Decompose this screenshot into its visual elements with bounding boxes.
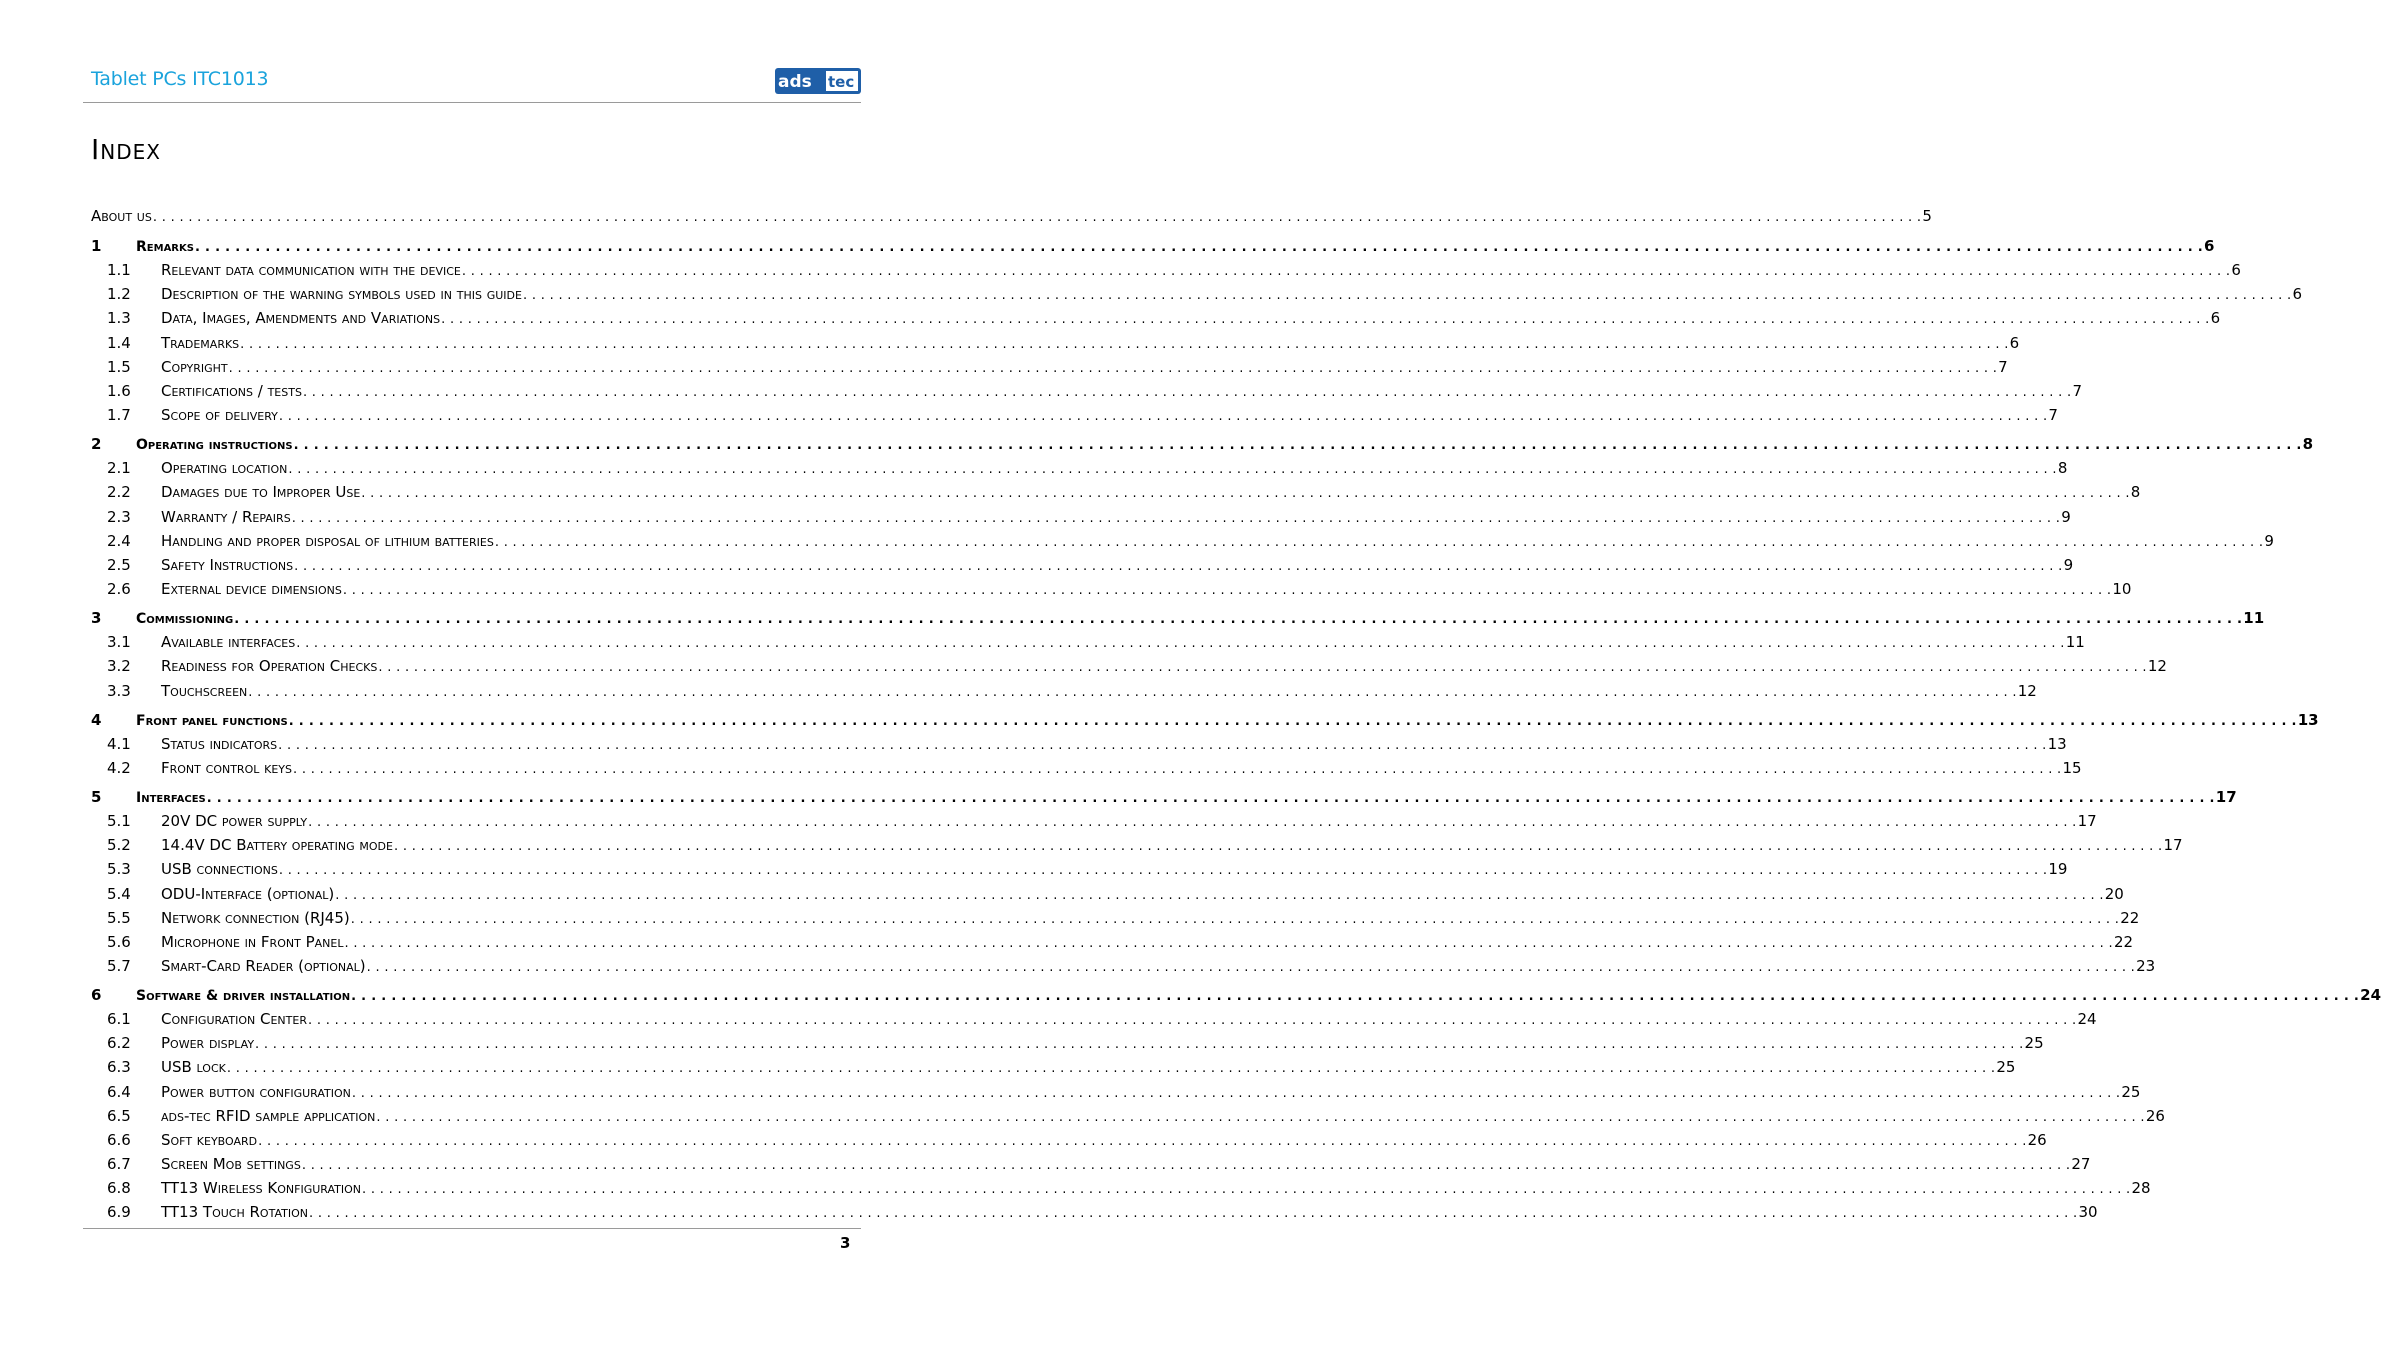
toc-entry[interactable]: [0, 733, 2067, 755]
toc-entry-line: [161, 810, 2097, 834]
toc-entry-line: [161, 506, 2071, 530]
toc-entry-page: 9: [2061, 508, 2071, 526]
toc-dot-leader: . . . . . . . . . . . . . . . . . . . . . . . . . . . . . . . . . . . . . . . . . . . . . . . . . . . . . . . . . . . . . . . . . . . . . . . . . . . . . . . . . . . . . . . . . . . . . . . . . . . . . . . . . . . . . . . . . . . . . . . . . . . . . . . . . . . . . . . . . . . . . . . . . . . . . . . . . . . . . . . . . . . . . . . . . . . . . . . . . . . . . . . . . . . . . . . . . . . . . . . .: [293, 438, 2302, 453]
toc-entry-number: 5.7: [107, 957, 131, 975]
toc-entry-page: 15: [2062, 759, 2082, 777]
toc-entry-title: Data, Images, Amendments and Variations: [161, 309, 441, 327]
page-number: 3: [840, 1234, 851, 1252]
toc-entry-title: About us: [91, 207, 152, 225]
toc-entry-line: [161, 457, 2068, 481]
toc-entry[interactable]: [0, 481, 2141, 503]
toc-entry-title: Readiness for Operation Checks: [161, 657, 378, 675]
toc-entry-title: Microphone in Front Panel: [161, 933, 344, 951]
toc-entry-number: 2.4: [107, 532, 131, 550]
toc-entry[interactable]: [0, 1008, 2097, 1030]
toc-entry[interactable]: [0, 655, 2167, 677]
toc-entry-title: Copyright: [161, 358, 228, 376]
toc-entry-title: Front panel functions: [136, 713, 288, 729]
toc-dot-leader: . . . . . . . . . . . . . . . . . . . . . . . . . . . . . . . . . . . . . . . . . . . . . . . . . . . . . . . . . . . . . . . . . . . . . . . . . . . . . . . . . . . . . . . . . . . . . . . . . . . . . . . . . . . . . . . . . . . . . . . . . . . . . . . . . . . . . . . . . . . . . . . . . . . . . . . . . . . . . . . . . . . . . . . . . . . . . . . . . . . . . . . . . . . . . . . . . . . . . . . .: [302, 385, 2072, 400]
toc-entry-title: Handling and proper disposal of lithium batteries: [161, 532, 494, 550]
toc-entry-page: 13: [2297, 711, 2319, 729]
toc-entry-number: 4.1: [107, 735, 131, 753]
toc-entry[interactable]: [0, 506, 2071, 528]
toc-entry[interactable]: [0, 356, 2008, 378]
toc-entry-line: [161, 757, 2082, 781]
toc-entry-line: [161, 1129, 2047, 1153]
toc-entry-page: 17: [2215, 788, 2237, 806]
toc-entry-line: [161, 1177, 2151, 1201]
toc-entry-page: 6: [2204, 237, 2215, 255]
toc-entry-page: 6: [2009, 334, 2020, 352]
toc-dot-leader: . . . . . . . . . . . . . . . . . . . . . . . . . . . . . . . . . . . . . . . . . . . . . . . . . . . . . . . . . . . . . . . . . . . . . . . . . . . . . . . . . . . . . . . . . . . . . . . . . . . . . . . . . . . . . . . . . . . . . . . . . . . . . . . . . . . . . . . . . . . . . . . . . . . . . . . . . . . . . . . . . . . . . . . . . . . . . . . . . . . . . . . . . . . . . . . . . . . . . . . .: [293, 762, 2062, 777]
footer-rule: [83, 1228, 861, 1229]
toc-dot-leader: . . . . . . . . . . . . . . . . . . . . . . . . . . . . . . . . . . . . . . . . . . . . . . . . . . . . . . . . . . . . . . . . . . . . . . . . . . . . . . . . . . . . . . . . . . . . . . . . . . . . . . . . . . . . . . . . . . . . . . . . . . . . . . . . . . . . . . . . . . . . . . . . . . . . . . . . . . . . . . . . . . . . . . . . . . . . . . . . . . . . . . . . . . . . . . . . . . . . . . . .: [301, 1158, 2071, 1173]
toc-dot-leader: . . . . . . . . . . . . . . . . . . . . . . . . . . . . . . . . . . . . . . . . . . . . . . . . . . . . . . . . . . . . . . . . . . . . . . . . . . . . . . . . . . . . . . . . . . . . . . . . . . . . . . . . . . . . . . . . . . . . . . . . . . . . . . . . . . . . . . . . . . . . . . . . . . . . . . . . . . . . . . . . . . . . . . . . . . . . . . . . . . . . . . . . . . . . . . . . . . . . . . . .: [393, 839, 2163, 854]
toc-entry-number: 1.7: [107, 406, 131, 424]
toc-entry-page: 25: [2121, 1083, 2141, 1101]
toc-entry-number: 6.5: [107, 1107, 131, 1125]
toc-entry-page: 5: [1922, 207, 1932, 225]
toc-dot-leader: . . . . . . . . . . . . . . . . . . . . . . . . . . . . . . . . . . . . . . . . . . . . . . . . . . . . . . . . . . . . . . . . . . . . . . . . . . . . . . . . . . . . . . . . . . . . . . . . . . . . . . . . . . . . . . . . . . . . . . . . . . . . . . . . . . . . . . . . . . . . . . . . . . . . . . . . . . . . . . . . . . . . . . . . . . . . . . . . . . . . . . . . . . . . . . . . . . . . . . . .: [342, 583, 2112, 598]
toc-entry-page: 6: [2292, 285, 2303, 303]
toc-entry-title: External device dimensions: [161, 580, 342, 598]
toc-entry[interactable]: [0, 931, 2134, 953]
toc-entry-page: 7: [1998, 358, 2008, 376]
toc-entry-line: [161, 1153, 2091, 1177]
toc-entry-page: 7: [2048, 406, 2058, 424]
toc-entry-title: Description of the warning symbols used in this guide: [161, 285, 522, 303]
toc-entry-line: [136, 709, 2319, 733]
toc-entry-line: [136, 607, 2265, 631]
toc-entry-line: [161, 907, 2140, 931]
toc-entry-number: 6.6: [107, 1131, 131, 1149]
toc-dot-leader: . . . . . . . . . . . . . . . . . . . . . . . . . . . . . . . . . . . . . . . . . . . . . . . . . . . . . . . . . . . . . . . . . . . . . . . . . . . . . . . . . . . . . . . . . . . . . . . . . . . . . . . . . . . . . . . . . . . . . . . . . . . . . . . . . . . . . . . . . . . . . . . . . . . . . . . . . . . . . . . . . . . . . . . . . . . . . . . . . . . . . . . . . . . . . . . . . . . . . . . .: [378, 660, 2147, 675]
toc-dot-leader: . . . . . . . . . . . . . . . . . . . . . . . . . . . . . . . . . . . . . . . . . . . . . . . . . . . . . . . . . . . . . . . . . . . . . . . . . . . . . . . . . . . . . . . . . . . . . . . . . . . . . . . . . . . . . . . . . . . . . . . . . . . . . . . . . . . . . . . . . . . . . . . . . . . . . . . . . . . . . . . . . . . . . . . . . . . . . . . . . . . . . . . . . . . . . . . . . . . . . . . .: [206, 791, 2215, 806]
toc-entry[interactable]: [0, 1153, 2091, 1175]
toc-entry[interactable]: [0, 307, 2221, 329]
toc-dot-leader: . . . . . . . . . . . . . . . . . . . . . . . . . . . . . . . . . . . . . . . . . . . . . . . . . . . . . . . . . . . . . . . . . . . . . . . . . . . . . . . . . . . . . . . . . . . . . . . . . . . . . . . . . . . . . . . . . . . . . . . . . . . . . . . . . . . . . . . . . . . . . . . . . . . . . . . . . . . . . . . . . . . . . . . . . . . . . . . . . . . . . . . . . . . . . . . . . . . . . . . .: [361, 486, 2130, 501]
toc-entry-line: [161, 1056, 2016, 1080]
toc-dot-leader: . . . . . . . . . . . . . . . . . . . . . . . . . . . . . . . . . . . . . . . . . . . . . . . . . . . . . . . . . . . . . . . . . . . . . . . . . . . . . . . . . . . . . . . . . . . . . . . . . . . . . . . . . . . . . . . . . . . . . . . . . . . . . . . . . . . . . . . . . . . . . . . . . . . . . . . . . . . . . . . . . . . . . . . . . . . . . . . . . . . . . . . . . . . . . . . . . . . . . . . .: [494, 535, 2264, 550]
toc-entry-number: 6.2: [107, 1034, 131, 1052]
toc-dot-leader: . . . . . . . . . . . . . . . . . . . . . . . . . . . . . . . . . . . . . . . . . . . . . . . . . . . . . . . . . . . . . . . . . . . . . . . . . . . . . . . . . . . . . . . . . . . . . . . . . . . . . . . . . . . . . . . . . . . . . . . . . . . . . . . . . . . . . . . . . . . . . . . . . . . . . . . . . . . . . . . . . . . . . . . . . . . . . . . . . . . . . . . . . . . . . . . . . . . . . . . .: [307, 1013, 2077, 1028]
toc-entry[interactable]: [0, 680, 2037, 702]
toc-entry-title: Damages due to Improper Use: [161, 483, 361, 501]
toc-entry-page: 12: [2017, 682, 2037, 700]
toc-entry-page: 23: [2136, 957, 2156, 975]
toc-entry-page: 25: [1996, 1058, 2016, 1076]
toc-dot-leader: . . . . . . . . . . . . . . . . . . . . . . . . . . . . . . . . . . . . . . . . . . . . . . . . . . . . . . . . . . . . . . . . . . . . . . . . . . . . . . . . . . . . . . . . . . . . . . . . . . . . . . . . . . . . . . . . . . . . . . . . . . . . . . . . . . . . . . . . . . . . . . . . . . . . . . . . . . . . . . . . . . . . . . . . . . . . . . . . . . . . . . . . . . . . . . . . . . . . . . . .: [366, 960, 2136, 975]
toc-entry-number: 1.1: [107, 261, 131, 279]
toc-entry-line: [161, 481, 2141, 505]
toc-entry-about[interactable]: [0, 205, 1932, 227]
toc-entry-title: Certifications / tests: [161, 382, 302, 400]
toc-dot-leader: . . . . . . . . . . . . . . . . . . . . . . . . . . . . . . . . . . . . . . . . . . . . . . . . . . . . . . . . . . . . . . . . . . . . . . . . . . . . . . . . . . . . . . . . . . . . . . . . . . . . . . . . . . . . . . . . . . . . . . . . . . . . . . . . . . . . . . . . . . . . . . . . . . . . . . . . . . . . . . . . . . . . . . . . . . . . . . . . . . . . . . . . . . . . . . . . . . . . . . . .: [291, 511, 2061, 526]
logo-text-tec: tec: [828, 73, 855, 91]
toc-dot-leader: . . . . . . . . . . . . . . . . . . . . . . . . . . . . . . . . . . . . . . . . . . . . . . . . . . . . . . . . . . . . . . . . . . . . . . . . . . . . . . . . . . . . . . . . . . . . . . . . . . . . . . . . . . . . . . . . . . . . . . . . . . . . . . . . . . . . . . . . . . . . . . . . . . . . . . . . . . . . . . . . . . . . . . . . . . . . . . . . . . . . . . . . . . . . . . . . . . . . . . . .: [350, 912, 2120, 927]
toc-entry-title: Power display: [161, 1034, 255, 1052]
toc-entry-title: Configuration Center: [161, 1010, 307, 1028]
toc-dot-leader: . . . . . . . . . . . . . . . . . . . . . . . . . . . . . . . . . . . . . . . . . . . . . . . . . . . . . . . . . . . . . . . . . . . . . . . . . . . . . . . . . . . . . . . . . . . . . . . . . . . . . . . . . . . . . . . . . . . . . . . . . . . . . . . . . . . . . . . . . . . . . . . . . . . . . . . . . . . . . . . . . . . . . . . . . . . . . . . . . . . . . . . . . . . . . . . . . . . . . . . .: [194, 240, 2203, 255]
toc-dot-leader: . . . . . . . . . . . . . . . . . . . . . . . . . . . . . . . . . . . . . . . . . . . . . . . . . . . . . . . . . . . . . . . . . . . . . . . . . . . . . . . . . . . . . . . . . . . . . . . . . . . . . . . . . . . . . . . . . . . . . . . . . . . . . . . . . . . . . . . . . . . . . . . . . . . . . . . . . . . . . . . . . . . . . . . . . . . . . . . . . . . . . . . . . . . . . . . . . . . . . . . .: [234, 612, 2243, 627]
toc-entry-page: 19: [2048, 860, 2068, 878]
toc-entry-line: [136, 235, 2215, 259]
toc-entry[interactable]: [0, 457, 2068, 479]
toc-entry-page: 10: [2112, 580, 2132, 598]
toc-entry-line: [161, 858, 2068, 882]
toc-dot-leader: . . . . . . . . . . . . . . . . . . . . . . . . . . . . . . . . . . . . . . . . . . . . . . . . . . . . . . . . . . . . . . . . . . . . . . . . . . . . . . . . . . . . . . . . . . . . . . . . . . . . . . . . . . . . . . . . . . . . . . . . . . . . . . . . . . . . . . . . . . . . . . . . . . . . . . . . . . . . . . . . . . . . . . . . . . . . . . . . . . . . . . . . . . . . . . . . . . . . . . . .: [376, 1110, 2145, 1125]
toc-entry-number: 2: [91, 435, 102, 453]
toc-entry-line: [161, 530, 2274, 554]
toc-entry-title: Operating location: [161, 459, 288, 477]
toc-entry-page: 22: [2120, 909, 2140, 927]
toc-entry-title: 14.4V DC Battery operating mode: [161, 836, 393, 854]
toc-entry-title: 20V DC power supply: [161, 812, 308, 830]
toc-dot-leader: . . . . . . . . . . . . . . . . . . . . . . . . . . . . . . . . . . . . . . . . . . . . . . . . . . . . . . . . . . . . . . . . . . . . . . . . . . . . . . . . . . . . . . . . . . . . . . . . . . . . . . . . . . . . . . . . . . . . . . . . . . . . . . . . . . . . . . . . . . . . . . . . . . . . . . . . . . . . . . . . . . . . . . . . . . . . . . . . . . . . . . . . . . . . . . . . . . . . . . . .: [351, 1086, 2121, 1101]
toc-entry-title: Relevant data communication with the device: [161, 261, 461, 279]
toc-entry-number: 6: [91, 986, 102, 1004]
toc-entry-title: Screen Mob settings: [161, 1155, 301, 1173]
toc-dot-leader: . . . . . . . . . . . . . . . . . . . . . . . . . . . . . . . . . . . . . . . . . . . . . . . . . . . . . . . . . . . . . . . . . . . . . . . . . . . . . . . . . . . . . . . . . . . . . . . . . . . . . . . . . . . . . . . . . . . . . . . . . . . . . . . . . . . . . . . . . . . . . . . . . . . . . . . . . . . . . . . . . . . . . . . . . . . . . . . . . . . . . . . . . . . . . . . . . . . . . . . .: [240, 337, 2009, 352]
toc-entry-title: Software & driver installation: [136, 988, 351, 1004]
toc-entry-number: 6.3: [107, 1058, 131, 1076]
toc-entry-page: 6: [2210, 309, 2221, 327]
toc-entry[interactable]: [0, 1129, 2047, 1151]
toc-entry-page: 17: [2077, 812, 2097, 830]
toc-entry[interactable]: [0, 1081, 2141, 1103]
toc-entry-line: [161, 883, 2124, 907]
toc-dot-leader: . . . . . . . . . . . . . . . . . . . . . . . . . . . . . . . . . . . . . . . . . . . . . . . . . . . . . . . . . . . . . . . . . . . . . . . . . . . . . . . . . . . . . . . . . . . . . . . . . . . . . . . . . . . . . . . . . . . . . . . . . . . . . . . . . . . . . . . . . . . . . . . . . . . . . . . . . . . . . . . . . . . . . . . . . . . . . . . . . . . . . . . . . . . . . . . . . . . . . . . .: [296, 636, 2065, 651]
toc-entry-title: Network connection (RJ45): [161, 909, 350, 927]
toc-entry-page: 26: [2027, 1131, 2047, 1149]
toc-entry-number: 3.1: [107, 633, 131, 651]
ads-tec-logo: [775, 68, 861, 94]
toc-dot-leader: . . . . . . . . . . . . . . . . . . . . . . . . . . . . . . . . . . . . . . . . . . . . . . . . . . . . . . . . . . . . . . . . . . . . . . . . . . . . . . . . . . . . . . . . . . . . . . . . . . . . . . . . . . . . . . . . . . . . . . . . . . . . . . . . . . . . . . . . . . . . . . . . . . . . . . . . . . . . . . . . . . . . . . . . . . . . . . . . . . . . . . . . . . . . . . . . . . . . . . . .: [258, 1134, 2027, 1149]
toc-entry-line: [161, 332, 2020, 356]
toc-entry-line: [161, 1008, 2097, 1032]
toc-entry-number: 2.1: [107, 459, 131, 477]
toc-entry-page: 22: [2113, 933, 2134, 951]
toc-entry-title: Soft keyboard: [161, 1131, 258, 1149]
toc-entry-number: 6.7: [107, 1155, 131, 1173]
toc-entry-number: 6.1: [107, 1010, 131, 1028]
toc-entry-title: USB connections: [161, 860, 278, 878]
toc-entry-line: [161, 578, 2132, 602]
toc-entry[interactable]: [0, 1105, 2165, 1127]
toc-entry-number: 4.2: [107, 759, 131, 777]
toc-entry-title: Touchscreen: [161, 682, 248, 700]
toc-entry-title: Trademarks: [161, 334, 240, 352]
toc-entry-page: 24: [2360, 986, 2381, 1004]
toc-entry-number: 4: [91, 711, 102, 729]
toc-entry-number: 5.3: [107, 860, 131, 878]
toc-entry-number: 1.3: [107, 309, 131, 327]
toc-entry-page: 13: [2047, 735, 2067, 753]
toc-entry-page: 17: [2163, 836, 2183, 854]
toc-dot-leader: . . . . . . . . . . . . . . . . . . . . . . . . . . . . . . . . . . . . . . . . . . . . . . . . . . . . . . . . . . . . . . . . . . . . . . . . . . . . . . . . . . . . . . . . . . . . . . . . . . . . . . . . . . . . . . . . . . . . . . . . . . . . . . . . . . . . . . . . . . . . . . . . . . . . . . . . . . . . . . . . . . . . . . . . . . . . . . . . . . . . . . . . . . . . . . . . . . . . . . . .: [288, 462, 2057, 477]
toc-entry[interactable]: [0, 834, 2183, 856]
toc-entry-title: Smart-Card Reader (optional): [161, 957, 366, 975]
toc-chapter[interactable]: [0, 607, 2265, 629]
toc-entry-number: 6.8: [107, 1179, 131, 1197]
toc-dot-leader: . . . . . . . . . . . . . . . . . . . . . . . . . . . . . . . . . . . . . . . . . . . . . . . . . . . . . . . . . . . . . . . . . . . . . . . . . . . . . . . . . . . . . . . . . . . . . . . . . . . . . . . . . . . . . . . . . . . . . . . . . . . . . . . . . . . . . . . . . . . . . . . . . . . . . . . . . . . . . . . . . . . . . . . . . . . . . . . . . . . . . . . . . . . . . . . . . . . . . . . .: [152, 210, 1922, 225]
toc-dot-leader: . . . . . . . . . . . . . . . . . . . . . . . . . . . . . . . . . . . . . . . . . . . . . . . . . . . . . . . . . . . . . . . . . . . . . . . . . . . . . . . . . . . . . . . . . . . . . . . . . . . . . . . . . . . . . . . . . . . . . . . . . . . . . . . . . . . . . . . . . . . . . . . . . . . . . . . . . . . . . . . . . . . . . . . . . . . . . . . . . . . . . . . . . . . . . . . . . . . . . . . .: [278, 863, 2048, 878]
toc-entry-page: 26: [2145, 1107, 2165, 1125]
toc-entry[interactable]: [0, 955, 2156, 977]
toc-entry[interactable]: [0, 554, 2074, 576]
toc-entry-page: 24: [2077, 1010, 2097, 1028]
toc-entry-title: Status indicators: [161, 735, 278, 753]
toc-entry[interactable]: [0, 810, 2097, 832]
toc-dot-leader: . . . . . . . . . . . . . . . . . . . . . . . . . . . . . . . . . . . . . . . . . . . . . . . . . . . . . . . . . . . . . . . . . . . . . . . . . . . . . . . . . . . . . . . . . . . . . . . . . . . . . . . . . . . . . . . . . . . . . . . . . . . . . . . . . . . . . . . . . . . . . . . . . . . . . . . . . . . . . . . . . . . . . . . . . . . . . . . . . . . . . . . . . . . . . . . . . . . . . . . .: [226, 1061, 1996, 1076]
toc-entry[interactable]: [0, 757, 2082, 779]
toc-chapter[interactable]: [0, 235, 2215, 257]
toc-dot-leader: . . . . . . . . . . . . . . . . . . . . . . . . . . . . . . . . . . . . . . . . . . . . . . . . . . . . . . . . . . . . . . . . . . . . . . . . . . . . . . . . . . . . . . . . . . . . . . . . . . . . . . . . . . . . . . . . . . . . . . . . . . . . . . . . . . . . . . . . . . . . . . . . . . . . . . . . . . . . . . . . . . . . . . . . . . . . . . . . . . . . . . . . . . . . . . . . . . . . . . . .: [344, 936, 2113, 951]
toc-entry-number: 3: [91, 609, 102, 627]
toc-entry-line: [136, 984, 2381, 1008]
toc-entry[interactable]: [0, 404, 2058, 426]
toc-dot-leader: . . . . . . . . . . . . . . . . . . . . . . . . . . . . . . . . . . . . . . . . . . . . . . . . . . . . . . . . . . . . . . . . . . . . . . . . . . . . . . . . . . . . . . . . . . . . . . . . . . . . . . . . . . . . . . . . . . . . . . . . . . . . . . . . . . . . . . . . . . . . . . . . . . . . . . . . . . . . . . . . . . . . . . . . . . . . . . . . . . . . . . . . . . . . . . . . . . . . . . . .: [278, 738, 2047, 753]
toc-entry-line: [161, 1105, 2165, 1129]
toc-dot-leader: . . . . . . . . . . . . . . . . . . . . . . . . . . . . . . . . . . . . . . . . . . . . . . . . . . . . . . . . . . . . . . . . . . . . . . . . . . . . . . . . . . . . . . . . . . . . . . . . . . . . . . . . . . . . . . . . . . . . . . . . . . . . . . . . . . . . . . . . . . . . . . . . . . . . . . . . . . . . . . . . . . . . . . . . . . . . . . . . . . . . . . . . . . . . . . . . . . . . . . . .: [278, 409, 2048, 424]
toc-dot-leader: . . . . . . . . . . . . . . . . . . . . . . . . . . . . . . . . . . . . . . . . . . . . . . . . . . . . . . . . . . . . . . . . . . . . . . . . . . . . . . . . . . . . . . . . . . . . . . . . . . . . . . . . . . . . . . . . . . . . . . . . . . . . . . . . . . . . . . . . . . . . . . . . . . . . . . . . . . . . . . . . . . . . . . . . . . . . . . . . . . . . . . . . . . . . . . . . . . . . . . . .: [248, 685, 2017, 700]
toc-entry-line: [161, 955, 2156, 979]
toc-entry-page: 25: [2024, 1034, 2044, 1052]
toc-entry-line: [161, 356, 2008, 380]
toc-entry-title: Safety Instructions: [161, 556, 294, 574]
toc-dot-leader: . . . . . . . . . . . . . . . . . . . . . . . . . . . . . . . . . . . . . . . . . . . . . . . . . . . . . . . . . . . . . . . . . . . . . . . . . . . . . . . . . . . . . . . . . . . . . . . . . . . . . . . . . . . . . . . . . . . . . . . . . . . . . . . . . . . . . . . . . . . . . . . . . . . . . . . . . . . . . . . . . . . . . . . . . . . . . . . . . . . . . . . . . . . . . . . . . . . . . . . .: [351, 989, 2360, 1004]
toc-entry-number: 6.4: [107, 1083, 131, 1101]
toc-entry-page: 9: [2264, 532, 2274, 550]
toc-entry-number: 3.3: [107, 682, 131, 700]
toc-entry-line: [161, 259, 2241, 283]
toc-entry-page: 6: [2231, 261, 2241, 279]
toc-chapter[interactable]: [0, 984, 2381, 1006]
toc-entry-line: [161, 834, 2183, 858]
toc-dot-leader: . . . . . . . . . . . . . . . . . . . . . . . . . . . . . . . . . . . . . . . . . . . . . . . . . . . . . . . . . . . . . . . . . . . . . . . . . . . . . . . . . . . . . . . . . . . . . . . . . . . . . . . . . . . . . . . . . . . . . . . . . . . . . . . . . . . . . . . . . . . . . . . . . . . . . . . . . . . . . . . . . . . . . . . . . . . . . . . . . . . . . . . . . . . . . . . . . . . . . . . .: [308, 815, 2077, 830]
toc-entry-line: [161, 680, 2037, 704]
toc-entry-line: [161, 1081, 2141, 1105]
toc-entry-page: 7: [2072, 382, 2082, 400]
toc-entry-page: 8: [2057, 459, 2068, 477]
toc-entry-number: 5.1: [107, 812, 131, 830]
toc-entry-line: [136, 786, 2237, 810]
toc-entry-line: [161, 1032, 2044, 1056]
toc-entry[interactable]: [0, 1201, 2098, 1223]
toc-entry-line: [161, 283, 2303, 307]
toc-entry-title: Front control keys: [161, 759, 292, 777]
toc-entry-number: 1.4: [107, 334, 131, 352]
toc-entry-page: 30: [2078, 1203, 2098, 1221]
toc-entry-number: 2.3: [107, 508, 131, 526]
toc-entry-title: Warranty / Repairs: [161, 508, 291, 526]
toc-entry-page: 27: [2071, 1155, 2091, 1173]
toc-entry-page: 11: [2243, 609, 2265, 627]
toc-entry-title: ODU-Interface (optional): [161, 885, 335, 903]
toc-entry-title: Remarks: [136, 239, 194, 255]
header-rule: [83, 102, 861, 103]
logo-text-ads: ads: [778, 72, 812, 92]
toc-entry-title: TT13 Touch Rotation: [161, 1203, 308, 1221]
toc-entry-line: [161, 931, 2134, 955]
toc-entry-title: USB lock: [161, 1058, 226, 1076]
toc-dot-leader: . . . . . . . . . . . . . . . . . . . . . . . . . . . . . . . . . . . . . . . . . . . . . . . . . . . . . . . . . . . . . . . . . . . . . . . . . . . . . . . . . . . . . . . . . . . . . . . . . . . . . . . . . . . . . . . . . . . . . . . . . . . . . . . . . . . . . . . . . . . . . . . . . . . . . . . . . . . . . . . . . . . . . . . . . . . . . . . . . . . . . . . . . . . . . . . . . . . . . . . .: [294, 559, 2063, 574]
toc-entry-number: 5.2: [107, 836, 131, 854]
toc-entry-page: 8: [2302, 435, 2314, 453]
toc-dot-leader: . . . . . . . . . . . . . . . . . . . . . . . . . . . . . . . . . . . . . . . . . . . . . . . . . . . . . . . . . . . . . . . . . . . . . . . . . . . . . . . . . . . . . . . . . . . . . . . . . . . . . . . . . . . . . . . . . . . . . . . . . . . . . . . . . . . . . . . . . . . . . . . . . . . . . . . . . . . . . . . . . . . . . . . . . . . . . . . . . . . . . . . . . . . . . . . . . . . . . . . .: [255, 1037, 2024, 1052]
toc-entry-title: Commissioning: [136, 611, 234, 627]
toc-chapter[interactable]: [0, 433, 2314, 455]
toc-entry-line: [161, 631, 2085, 655]
toc-entry-title: Available interfaces: [161, 633, 296, 651]
toc-dot-leader: . . . . . . . . . . . . . . . . . . . . . . . . . . . . . . . . . . . . . . . . . . . . . . . . . . . . . . . . . . . . . . . . . . . . . . . . . . . . . . . . . . . . . . . . . . . . . . . . . . . . . . . . . . . . . . . . . . . . . . . . . . . . . . . . . . . . . . . . . . . . . . . . . . . . . . . . . . . . . . . . . . . . . . . . . . . . . . . . . . . . . . . . . . . . . . . . . . . . . . . .: [288, 714, 2297, 729]
toc-entry-line: [161, 404, 2058, 428]
toc-entry-page: 9: [2063, 556, 2074, 574]
toc-entry-line: [161, 307, 2221, 331]
toc-entry[interactable]: [0, 631, 2085, 653]
toc-entry-page: 8: [2130, 483, 2141, 501]
toc-entry[interactable]: [0, 332, 2020, 354]
toc-entry[interactable]: [0, 380, 2082, 402]
toc-entry-number: 1.6: [107, 382, 131, 400]
toc-entry-title: Scope of delivery: [161, 406, 278, 424]
toc-entry-number: 5.5: [107, 909, 131, 927]
toc-entry-line: [161, 733, 2067, 757]
toc-entry-title: ads-tec RFID sample application: [161, 1107, 376, 1125]
toc-entry[interactable]: [0, 907, 2140, 929]
toc-entry[interactable]: [0, 283, 2303, 305]
toc-entry-page: 20: [2104, 885, 2124, 903]
toc-entry-line: [161, 655, 2167, 679]
toc-entry-number: 2.2: [107, 483, 131, 501]
toc-entry-line: [161, 554, 2074, 578]
toc-entry-line: [161, 1201, 2098, 1225]
toc-dot-leader: . . . . . . . . . . . . . . . . . . . . . . . . . . . . . . . . . . . . . . . . . . . . . . . . . . . . . . . . . . . . . . . . . . . . . . . . . . . . . . . . . . . . . . . . . . . . . . . . . . . . . . . . . . . . . . . . . . . . . . . . . . . . . . . . . . . . . . . . . . . . . . . . . . . . . . . . . . . . . . . . . . . . . . . . . . . . . . . . . . . . . . . . . . . . . . . . . . . . . . . .: [522, 288, 2292, 303]
toc-entry-title: Power button configuration: [161, 1083, 351, 1101]
toc-entry[interactable]: [0, 883, 2124, 905]
toc-entry-page: 11: [2065, 633, 2085, 651]
toc-entry-page: 12: [2147, 657, 2167, 675]
toc-entry-page: 28: [2131, 1179, 2151, 1197]
header-title: Tablet PCs ITC1013: [91, 68, 269, 90]
toc-chapter[interactable]: [0, 786, 2237, 808]
toc-entry-title: Operating instructions: [136, 437, 293, 453]
toc-entry-number: 5.6: [107, 933, 131, 951]
toc-entry-number: 5: [91, 788, 102, 806]
toc-entry-number: 2.6: [107, 580, 131, 598]
toc-entry[interactable]: [0, 858, 2068, 880]
toc-dot-leader: . . . . . . . . . . . . . . . . . . . . . . . . . . . . . . . . . . . . . . . . . . . . . . . . . . . . . . . . . . . . . . . . . . . . . . . . . . . . . . . . . . . . . . . . . . . . . . . . . . . . . . . . . . . . . . . . . . . . . . . . . . . . . . . . . . . . . . . . . . . . . . . . . . . . . . . . . . . . . . . . . . . . . . . . . . . . . . . . . . . . . . . . . . . . . . . . . . . . . . . .: [228, 361, 1998, 376]
toc-entry[interactable]: [0, 1032, 2044, 1054]
toc-dot-leader: . . . . . . . . . . . . . . . . . . . . . . . . . . . . . . . . . . . . . . . . . . . . . . . . . . . . . . . . . . . . . . . . . . . . . . . . . . . . . . . . . . . . . . . . . . . . . . . . . . . . . . . . . . . . . . . . . . . . . . . . . . . . . . . . . . . . . . . . . . . . . . . . . . . . . . . . . . . . . . . . . . . . . . . . . . . . . . . . . . . . . . . . . . . . . . . . . . . . . . . .: [308, 1206, 2078, 1221]
toc-entry-number: 1: [91, 237, 102, 255]
toc-entry-number: 5.4: [107, 885, 131, 903]
toc-entry-title: TT13 Wireless Konfiguration: [161, 1179, 361, 1197]
toc-entry[interactable]: [0, 578, 2132, 600]
toc-entry-number: 1.5: [107, 358, 131, 376]
toc-dot-leader: . . . . . . . . . . . . . . . . . . . . . . . . . . . . . . . . . . . . . . . . . . . . . . . . . . . . . . . . . . . . . . . . . . . . . . . . . . . . . . . . . . . . . . . . . . . . . . . . . . . . . . . . . . . . . . . . . . . . . . . . . . . . . . . . . . . . . . . . . . . . . . . . . . . . . . . . . . . . . . . . . . . . . . . . . . . . . . . . . . . . . . . . . . . . . . . . . . . . . . . .: [441, 312, 2210, 327]
toc-entry[interactable]: [0, 1177, 2151, 1199]
toc-entry-number: 2.5: [107, 556, 131, 574]
page-title: Index: [91, 133, 161, 166]
toc-entry-number: 3.2: [107, 657, 131, 675]
toc-chapter[interactable]: [0, 709, 2319, 731]
toc-dot-leader: . . . . . . . . . . . . . . . . . . . . . . . . . . . . . . . . . . . . . . . . . . . . . . . . . . . . . . . . . . . . . . . . . . . . . . . . . . . . . . . . . . . . . . . . . . . . . . . . . . . . . . . . . . . . . . . . . . . . . . . . . . . . . . . . . . . . . . . . . . . . . . . . . . . . . . . . . . . . . . . . . . . . . . . . . . . . . . . . . . . . . . . . . . . . . . . . . . . . . . . .: [335, 888, 2104, 903]
toc-entry-number: 6.9: [107, 1203, 131, 1221]
toc-dot-leader: . . . . . . . . . . . . . . . . . . . . . . . . . . . . . . . . . . . . . . . . . . . . . . . . . . . . . . . . . . . . . . . . . . . . . . . . . . . . . . . . . . . . . . . . . . . . . . . . . . . . . . . . . . . . . . . . . . . . . . . . . . . . . . . . . . . . . . . . . . . . . . . . . . . . . . . . . . . . . . . . . . . . . . . . . . . . . . . . . . . . . . . . . . . . . . . . . . . . . . . .: [461, 264, 2231, 279]
toc-entry-line: [91, 205, 1932, 229]
toc-entry[interactable]: [0, 530, 2274, 552]
toc-entry-number: 1.2: [107, 285, 131, 303]
toc-entry[interactable]: [0, 1056, 2016, 1078]
toc-dot-leader: . . . . . . . . . . . . . . . . . . . . . . . . . . . . . . . . . . . . . . . . . . . . . . . . . . . . . . . . . . . . . . . . . . . . . . . . . . . . . . . . . . . . . . . . . . . . . . . . . . . . . . . . . . . . . . . . . . . . . . . . . . . . . . . . . . . . . . . . . . . . . . . . . . . . . . . . . . . . . . . . . . . . . . . . . . . . . . . . . . . . . . . . . . . . . . . . . . . . . . . .: [362, 1182, 2131, 1197]
toc-entry-title: Interfaces: [136, 790, 206, 806]
toc-entry-line: [161, 380, 2082, 404]
toc-entry-line: [136, 433, 2314, 457]
toc-entry[interactable]: [0, 259, 2241, 281]
